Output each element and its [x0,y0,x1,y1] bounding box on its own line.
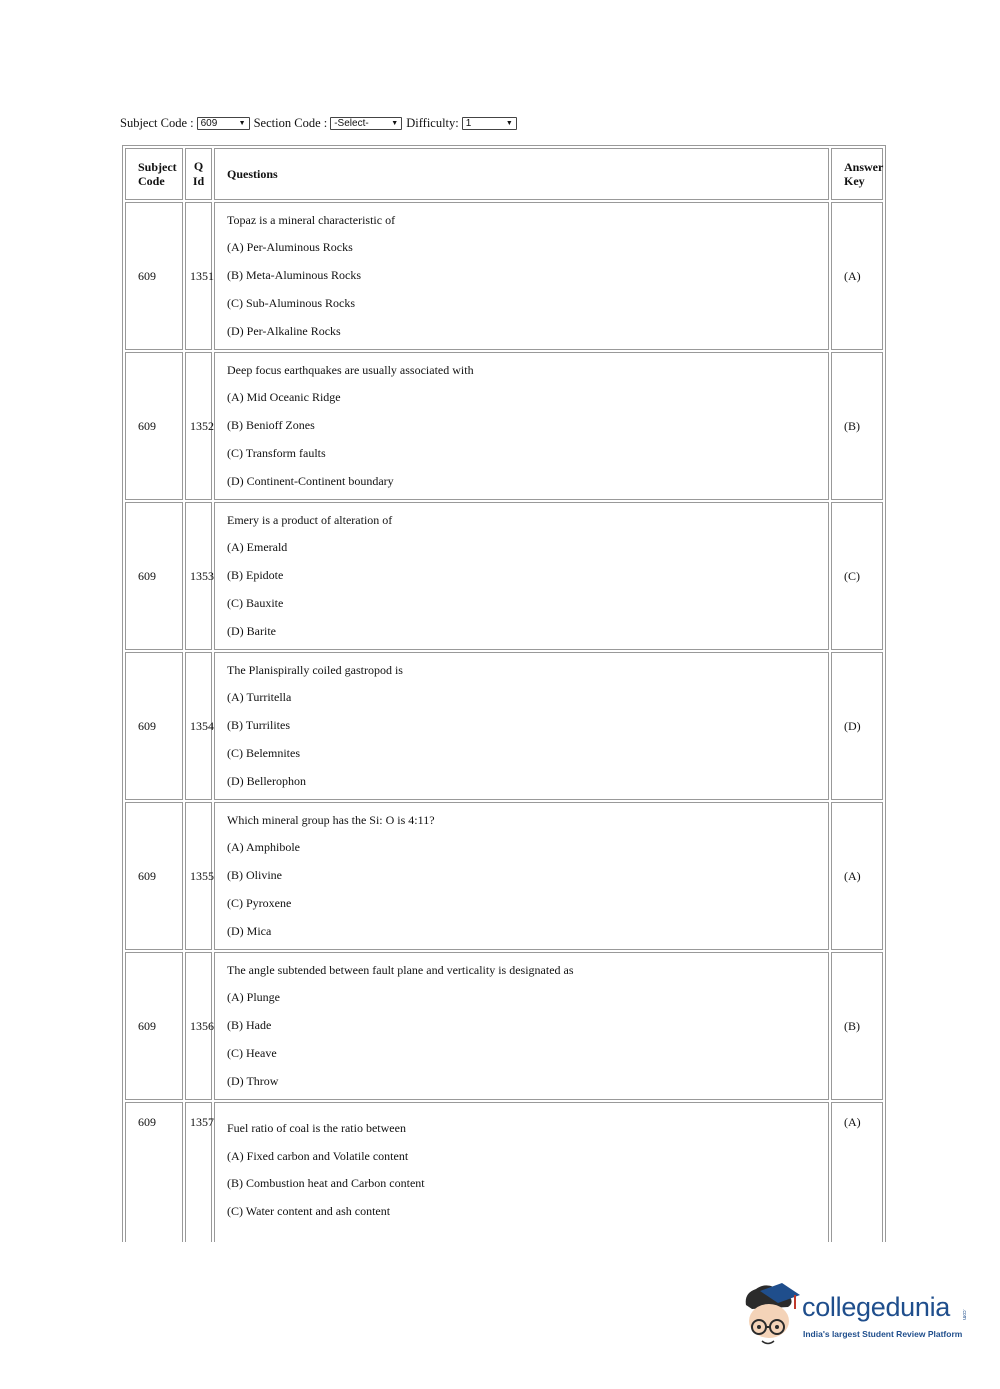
option-text: (B) Epidote [227,568,284,583]
answer-key-cell: (B) [831,952,883,1100]
header-subject-code-line2: Code [138,174,165,188]
section-code-label: Section Code : [253,116,328,130]
question-cell [214,952,829,1100]
option-text: (B) Olivine [227,868,282,883]
option-text: (A) Per-Aluminous Rocks [227,240,353,255]
subject-code-select[interactable] [197,117,250,130]
option-text: (B) Hade [227,1018,272,1033]
difficulty-label: Difficulty: [406,116,459,130]
option-text: (D) Throw [227,1073,279,1088]
questions-table-container [122,145,886,1242]
table-row [125,502,883,650]
question-cell [214,652,829,800]
brand-tagline: India's largest Student Review Platform [803,1329,963,1339]
option-text: (B) Combustion heat and Carbon content [227,1176,425,1191]
answer-key-cell: (B) [831,352,883,500]
question-lines [227,657,816,796]
qid-cell: 1354 [185,652,212,800]
option-text: (A) Turritella [227,690,292,705]
qid-cell: 1352 [185,352,212,500]
subject-code-cell: 609 [125,1102,183,1242]
brand-name: collegedunia [802,1292,951,1322]
question-text: Deep focus earthquakes are usually associated with [227,362,474,377]
question-cell [214,352,829,500]
chevron-down-icon: ▼ [238,120,246,127]
option-text: (B) Benioff Zones [227,418,315,433]
header-subject-code [125,148,183,200]
question-cell [214,802,829,950]
subject-code-cell: 609 [125,652,183,800]
subject-code-cell: 609 [125,202,183,350]
option-text: (D) Per-Alkaline Rocks [227,323,341,338]
table-row [125,352,883,500]
option-text: (C) Transform faults [227,445,326,460]
option-text: (A) Plunge [227,990,280,1005]
brand-logo [742,1283,972,1353]
question-cell [214,502,829,650]
table-row [125,802,883,950]
question-rows [125,202,883,1242]
section-code-value: -Select- [334,118,369,129]
table-row [125,1102,883,1242]
question-text: Which mineral group has the Si: O is 4:11? [227,812,435,827]
subject-code-cell: 609 [125,502,183,650]
question-lines [227,207,816,346]
answer-key-cell: (A) [831,1102,883,1242]
qid-cell: 1357 [185,1102,212,1242]
question-lines [227,807,816,946]
answer-key-cell: (C) [831,502,883,650]
header-answer-key-line1: Answer [844,160,884,174]
option-text: (D) Bellerophon [227,773,306,788]
question-lines [227,507,816,646]
brand-dotcom: .com [961,1309,967,1320]
header-qid: Q Id [185,148,212,200]
option-text: (C) Water content and ash content [227,1204,391,1219]
option-text: (C) Belemnites [227,745,300,760]
header-questions: Questions [214,148,829,200]
question-text: Emery is a product of alteration of [227,512,393,527]
option-text: (A) Mid Oceanic Ridge [227,390,341,405]
question-text: Fuel ratio of coal is the ratio between [227,1121,406,1135]
table-header-row [125,148,883,200]
header-answer-key [831,148,883,200]
option-text: (B) Turrilites [227,718,291,733]
option-text: (C) Pyroxene [227,895,292,910]
option-text: (A) Emerald [227,540,288,555]
subject-code-cell: 609 [125,802,183,950]
subject-code-value: 609 [200,118,218,129]
option-text: (C) Heave [227,1045,277,1060]
answer-key-cell: (A) [831,802,883,950]
difficulty-value: 1 [465,118,472,129]
option-text: (D) Barite [227,623,276,638]
header-subject-code-line1: Subject [138,160,177,174]
qid-cell: 1356 [185,952,212,1100]
difficulty-select[interactable] [462,117,517,130]
qid-cell: 1355 [185,802,212,950]
question-lines [227,957,816,1096]
table-row [125,952,883,1100]
option-text: (C) Sub-Aluminous Rocks [227,295,356,310]
question-cell [214,1102,829,1242]
question-cell [214,202,829,350]
option-text: (D) Continent-Continent boundary [227,473,394,488]
qid-cell: 1351 [185,202,212,350]
question-text: The Planispirally coiled gastropod is [227,662,403,677]
mascot-icon [742,1283,802,1353]
question-text: The angle subtended between fault plane and verticality is designated as [227,962,574,977]
question-text: Topaz is a mineral characteristic of [227,212,396,227]
chevron-down-icon: ▼ [391,120,399,127]
header-answer-key-line2: Key [844,174,865,188]
answer-key-cell: (D) [831,652,883,800]
chevron-down-icon: ▼ [505,120,513,127]
option-text: (D) Mica [227,923,272,938]
question-lines [227,357,816,496]
filter-bar [120,116,521,131]
section-code-select[interactable] [330,117,402,130]
subject-code-label: Subject Code : [120,116,194,130]
questions-table [122,145,886,1242]
option-text: (B) Meta-Aluminous Rocks [227,268,361,283]
question-lines [227,1115,816,1226]
option-text: (A) Amphibole [227,840,300,855]
table-row [125,202,883,350]
option-text: (C) Bauxite [227,595,284,610]
subject-code-cell: 609 [125,352,183,500]
answer-key-cell: (A) [831,202,883,350]
table-row [125,652,883,800]
option-text: (A) Fixed carbon and Volatile content [227,1148,409,1163]
subject-code-cell: 609 [125,952,183,1100]
qid-cell: 1353 [185,502,212,650]
